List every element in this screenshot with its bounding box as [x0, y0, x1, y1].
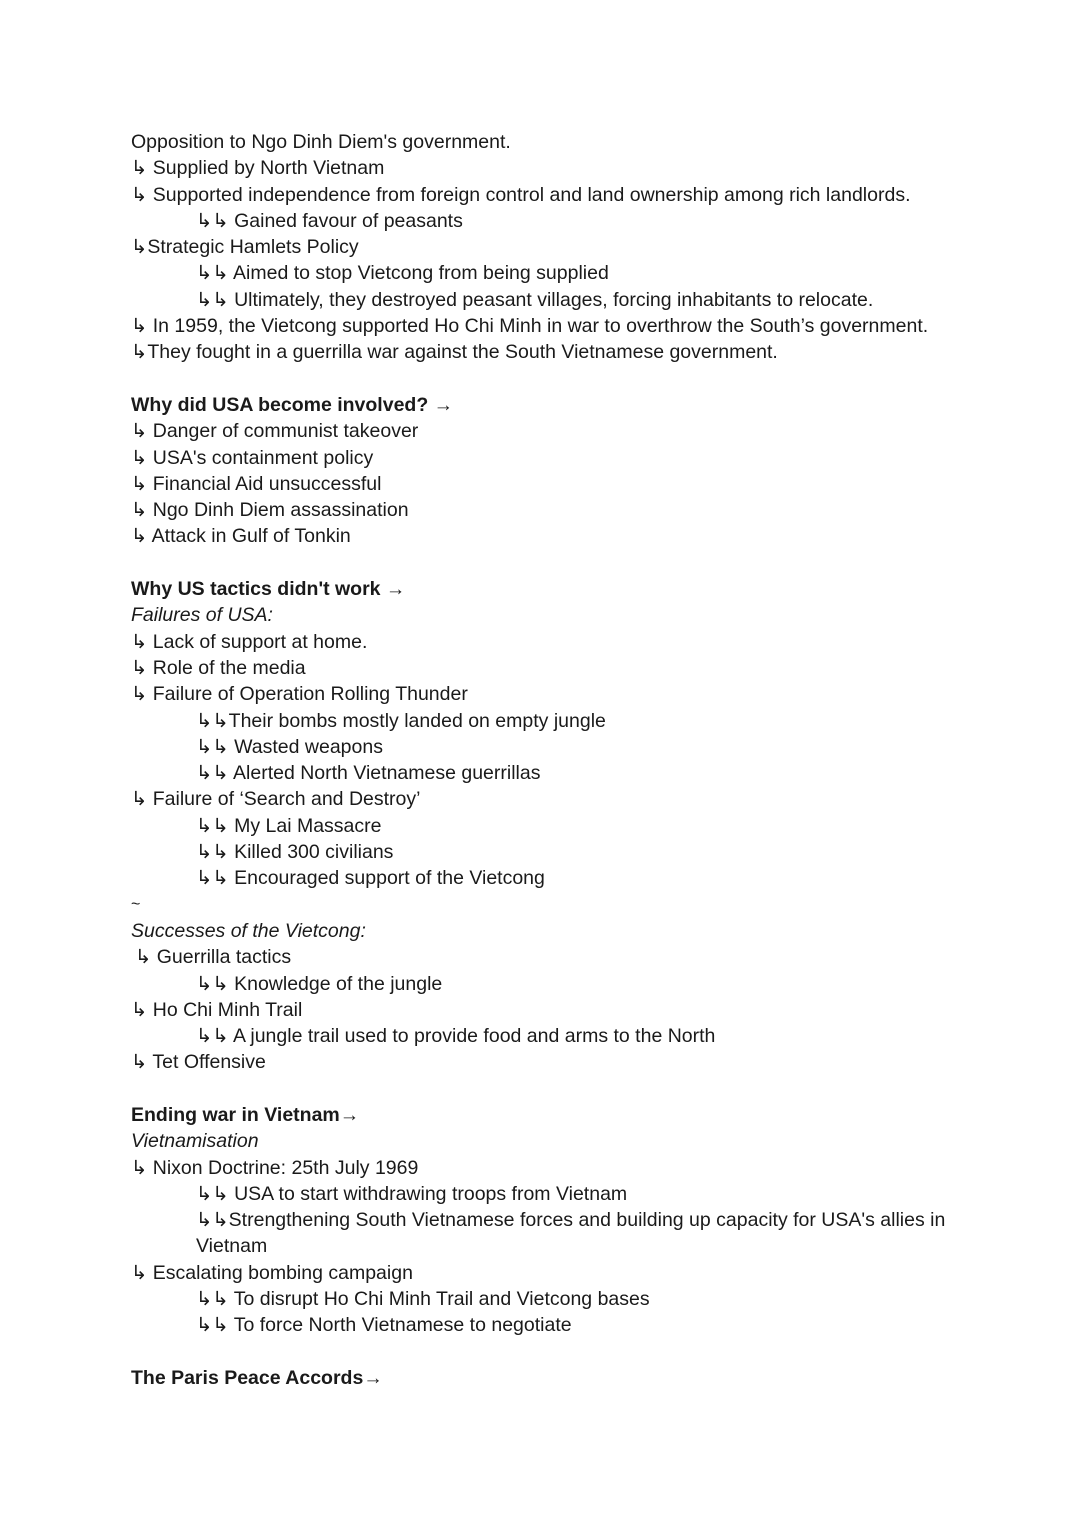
note-line: ↳ Supplied by North Vietnam	[131, 157, 385, 180]
heading-usa-involved: Why did USA become involved? →	[131, 393, 454, 416]
spacer	[131, 550, 991, 576]
note-subline: ↳↳Their bombs mostly landed on empty jungle	[196, 709, 606, 732]
subheading-successes: Successes of the Vietcong:	[131, 919, 366, 942]
note-line: ↳ Role of the media	[131, 656, 306, 679]
subheading-failures: Failures of USA:	[131, 604, 273, 627]
spacer	[131, 1076, 991, 1102]
note-subline: ↳↳ USA to start withdrawing troops from Vietnam	[196, 1182, 628, 1205]
document-page	[131, 129, 991, 1391]
note-line: ↳Strategic Hamlets Policy	[131, 236, 359, 259]
note-subline: ↳↳ My Lai Massacre	[196, 814, 382, 837]
note-subline: ↳↳Strengthening South Vietnamese forces and building up capacity for USA's allies in Vietnam	[196, 1209, 946, 1258]
subheading-vietnamisation: Vietnamisation	[131, 1130, 259, 1153]
note-line: ↳They fought in a guerrilla war against the South Vietnamese government.	[131, 341, 778, 364]
note-line: ↳ Failure of ‘Search and Destroy’	[131, 788, 421, 811]
tilde-mark: ~	[131, 895, 141, 913]
note-subline: ↳↳ Wasted weapons	[196, 735, 383, 758]
note-line: ↳ Tet Offensive	[131, 1051, 266, 1074]
note-line: ↳ Attack in Gulf of Tonkin	[131, 525, 351, 548]
note-subline: ↳↳ Aimed to stop Vietcong from being supplied	[196, 262, 609, 285]
note-subline: ↳↳ Encouraged support of the Vietcong	[196, 867, 545, 890]
heading-ending-war: Ending war in Vietnam→	[131, 1103, 360, 1126]
note-line: ↳ Danger of communist takeover	[131, 420, 419, 443]
heading-us-tactics: Why US tactics didn't work →	[131, 578, 406, 601]
vietcong-intro: Opposition to Ngo Dinh Diem's government.	[131, 131, 511, 153]
note-line: ↳ Failure of Operation Rolling Thunder	[131, 683, 468, 706]
note-line: ↳ Supported independence from foreign control and land ownership among rich landlords.	[131, 183, 911, 206]
spacer	[131, 366, 991, 392]
note-line: ↳ Ho Chi Minh Trail	[131, 998, 303, 1021]
note-subline: ↳↳ To force North Vietnamese to negotiate	[196, 1314, 572, 1337]
note-line: ↳ Nixon Doctrine: 25th July 1969	[131, 1156, 419, 1179]
note-subline: ↳↳ Killed 300 civilians	[196, 841, 394, 864]
note-subline: ↳↳ A jungle trail used to provide food and arms to the North	[196, 1025, 716, 1048]
note-line: ↳ Escalating bombing campaign	[131, 1261, 413, 1284]
note-subline: ↳↳ Knowledge of the jungle	[196, 972, 443, 995]
note-line: ↳ Lack of support at home.	[131, 630, 368, 653]
note-line: ↳ USA's containment policy	[131, 446, 374, 469]
note-line: ↳ Financial Aid unsuccessful	[131, 472, 382, 495]
spacer	[131, 1339, 991, 1365]
note-subline: ↳↳ Alerted North Vietnamese guerrillas	[196, 762, 541, 785]
note-subline: ↳↳ Ultimately, they destroyed peasant villages, forcing inhabitants to relocate.	[196, 288, 874, 311]
note-line: ↳ In 1959, the Vietcong supported Ho Chi Minh in war to overthrow the South’s government.	[131, 315, 929, 338]
note-line: ↳ Ngo Dinh Diem assassination	[131, 499, 409, 522]
note-line: ↳ Guerrilla tactics	[135, 946, 292, 969]
note-subline: ↳↳ Gained favour of peasants	[196, 209, 463, 232]
heading-paris-accords: The Paris Peace Accords→	[131, 1366, 383, 1389]
note-subline: ↳↳ To disrupt Ho Chi Minh Trail and Vietcong bases	[196, 1288, 650, 1311]
